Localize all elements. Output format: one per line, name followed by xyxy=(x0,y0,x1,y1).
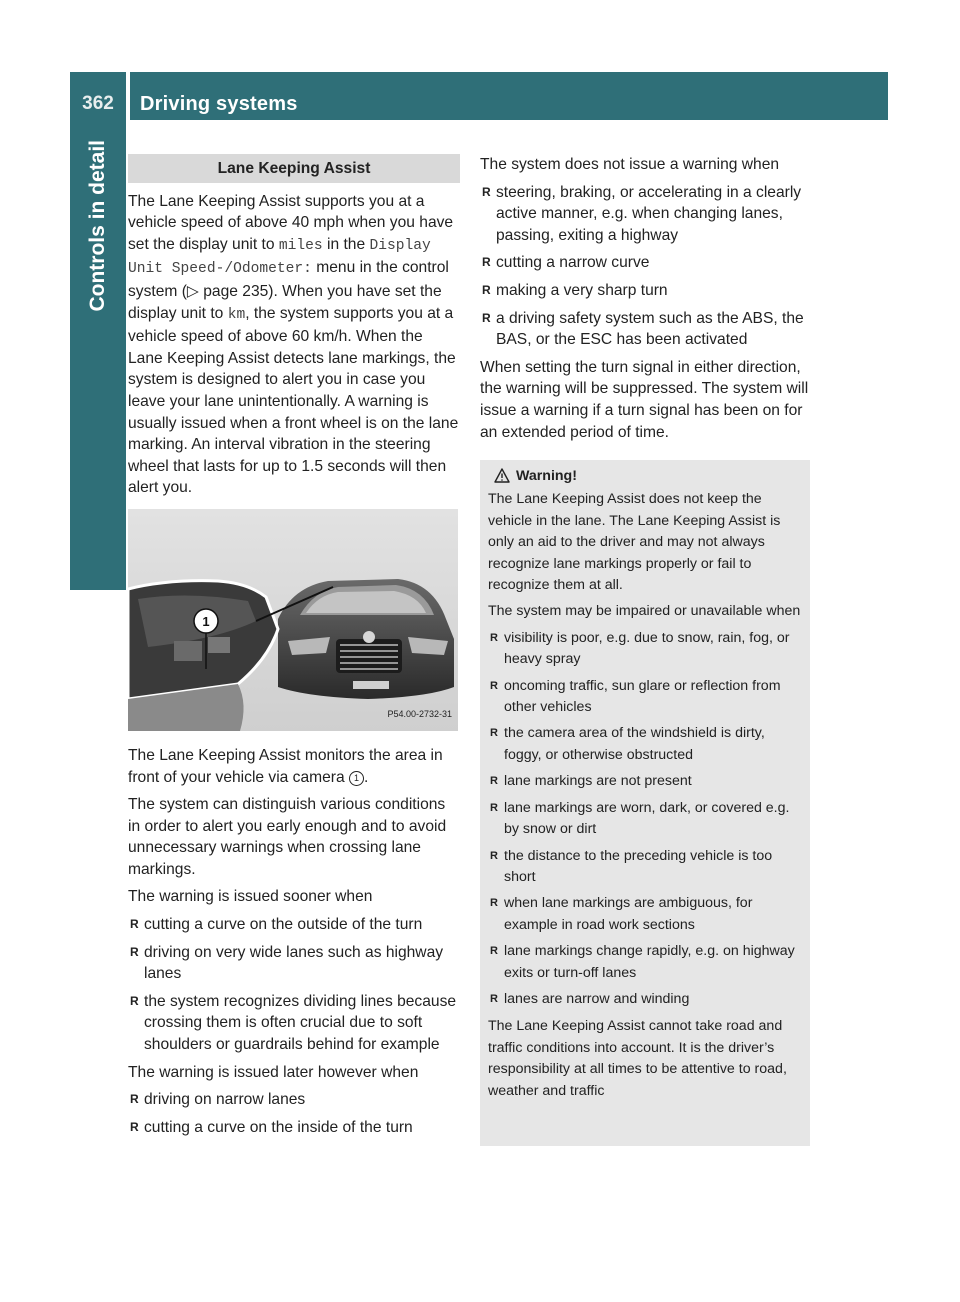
monitor-text: The Lane Keeping Assist monitors the area in front of your vehicle via camera xyxy=(128,746,443,786)
warning-paragraph: The Lane Keeping Assist cannot take road and traffic conditions into account. It is the driver’s responsibility at all times to be attentive to road, weather and traffic xyxy=(488,1018,787,1099)
intro-text: The Lane Keeping Assist supports you at a vehicle speed of above 40 mph when you have set the display unit to xyxy=(128,192,454,253)
warning-list xyxy=(488,628,804,1011)
intro-text: menu in the control system ( xyxy=(128,259,449,300)
list-item: R lanes are narrow and winding xyxy=(488,989,804,1010)
list-item: R driving on narrow lanes xyxy=(128,1089,460,1111)
later-list xyxy=(128,1089,460,1138)
sooner-heading: The warning is issued sooner when xyxy=(128,888,373,906)
intro-paragraph xyxy=(128,191,460,499)
header-divider xyxy=(126,72,130,120)
page-ref-arrow-icon: ▷ xyxy=(186,282,199,300)
right-column xyxy=(480,154,814,449)
list-item: R lane markings are not present xyxy=(488,771,804,792)
page-number: 362 xyxy=(82,93,114,114)
list-item: R making a very sharp turn xyxy=(480,280,814,302)
section-heading: Lane Keeping Assist xyxy=(128,154,460,183)
list-item: R the system recognizes dividing lines because crossing them is often crucial due to soft shoulders or guardrails behind for example xyxy=(128,991,460,1056)
turn-signal-paragraph: When setting the turn signal in either direction, the warning will be suppressed. The system will issue a warning if a turn signal has been on for an extended period of time. xyxy=(480,358,809,441)
callout-number: 1 xyxy=(202,613,210,629)
list-item: R oncoming traffic, sun glare or reflection from other vehicles xyxy=(488,676,804,719)
monitor-paragraph xyxy=(128,745,460,788)
menu-name: Display Unit Speed-/Odometer: xyxy=(128,237,431,278)
warning-box xyxy=(480,460,810,1146)
warning-title-row xyxy=(488,466,804,487)
list-item: R a driving safety system such as the ABS, the BAS, or the ESC has been activated xyxy=(480,308,814,351)
list-item: R lane markings change rapidly, e.g. on highway exits or turn-off lanes xyxy=(488,941,804,984)
intro-text: , the system supports you at a vehicle speed of above 60 km/h. When the Lane Keeping Assist detects lane markings, the system is designed to alert you in case you leave your lane unintentionally. A warning is usually issued when a front wheel is on the lane marking. An interval vibration in the steering wheel that lasts for up to 1.5 seconds will then alert you. xyxy=(128,304,459,497)
side-tab-label-wrap xyxy=(70,120,126,590)
intro-text: page 235). When you have set the display unit to xyxy=(128,282,442,322)
sooner-list xyxy=(128,914,460,1056)
distinguish-paragraph: The system can distinguish various conditions in order to alert you early enough and to avoid unnecessary warnings when crossing lane markings. xyxy=(128,796,447,878)
camera-callout-ref: 1 xyxy=(349,771,364,786)
car-camera-figure xyxy=(128,509,458,731)
list-item: R the camera area of the windshield is dirty, foggy, or otherwise obstructed xyxy=(488,723,804,766)
warning-paragraph: The system may be impaired or unavailable when xyxy=(488,603,801,620)
figure-code: P54.00-2732-31 xyxy=(387,709,452,720)
warning-triangle-icon xyxy=(494,468,510,483)
intro-text: in the xyxy=(322,235,370,253)
side-tab-label: Controls in detail xyxy=(86,140,109,312)
list-item: R cutting a curve on the inside of the turn xyxy=(128,1117,460,1139)
list-item: R steering, braking, or accelerating in a clearly active manner, e.g. when changing lanes, passing, exiting a highway xyxy=(480,182,814,247)
chapter-title: Driving systems xyxy=(140,93,298,115)
display-value-miles: miles xyxy=(278,237,323,254)
list-item: R when lane markings are ambiguous, for example in road work sections xyxy=(488,893,804,936)
monitor-text: . xyxy=(364,768,369,786)
left-column xyxy=(128,154,460,1144)
warning-paragraph: The Lane Keeping Assist does not keep the vehicle in the lane. The Lane Keeping Assist is only an aid to the driver and may not always recognize lane markings properly or fail to recognize them at all. xyxy=(488,491,781,594)
list-item: R the distance to the preceding vehicle is too short xyxy=(488,846,804,889)
list-item: R cutting a curve on the outside of the turn xyxy=(128,914,460,936)
list-item: R driving on very wide lanes such as highway lanes xyxy=(128,942,460,985)
display-value-km: km xyxy=(227,306,246,323)
list-item: R lane markings are worn, dark, or covered e.g. by snow or dirt xyxy=(488,798,804,841)
car-illustration xyxy=(128,509,458,731)
list-item: R visibility is poor, e.g. due to snow, rain, fog, or heavy spray xyxy=(488,628,804,671)
no-warning-heading: The system does not issue a warning when xyxy=(480,156,780,173)
later-heading: The warning is issued later however when xyxy=(128,1063,419,1081)
warning-title: Warning! xyxy=(516,468,577,484)
list-item: R cutting a narrow curve xyxy=(480,252,814,274)
no-warning-list xyxy=(480,182,814,351)
